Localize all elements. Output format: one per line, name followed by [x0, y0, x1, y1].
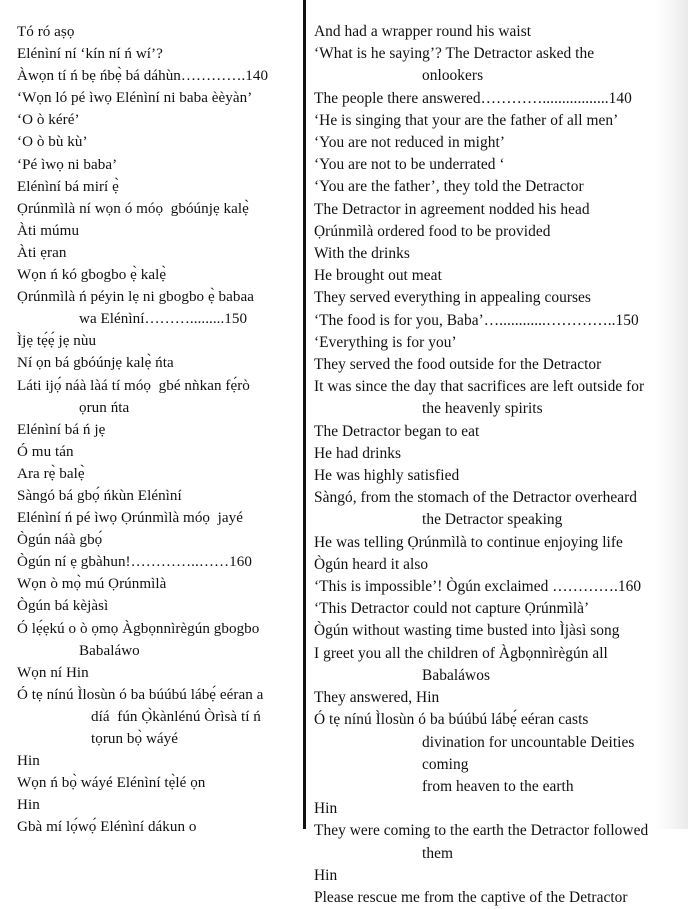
english-line: The Detractor in agreement nodded his head [314, 200, 590, 218]
english-line: And had a wrapper round his waist [314, 23, 532, 40]
english-line: them [422, 844, 453, 862]
yoruba-line: Láti ijọ́ náà làá tí móọ gbé nǹkan fẹ́rò [17, 377, 250, 394]
yoruba-line: Tó ró aṣọ [17, 24, 75, 40]
english-line: ‘You are the father’, they told the Detractor [314, 178, 584, 196]
english-line: ‘This is impossible’! Ògún exclaimed ………….160 [314, 578, 642, 596]
english-line: They served everything in appealing courses [314, 289, 591, 307]
english-line: Sàngó, from the stomach of the Detractor overheard [314, 489, 638, 507]
yoruba-line: ‘Pé ìwọ ni baba’ [17, 156, 118, 173]
english-line: I greet you all the children of Àgbọnnìrègún all [314, 644, 608, 662]
yoruba-line: Ó mu tán [17, 443, 74, 460]
english-line: ‘What is he saying’? The Detractor asked the [314, 45, 595, 63]
english-line: Hin [314, 866, 338, 884]
yoruba-line: Ìjẹ tẹ́ẹ́ jẹ nùu [17, 333, 97, 350]
yoruba-line: Ó tẹ nínú Ìlosùn ó ba búúbú lábẹ́ eéran a [17, 686, 264, 703]
english-line: ‘He is singing that your are the father of all men’ [314, 111, 619, 129]
english-line: With the drinks [314, 245, 410, 263]
right-column-english-text [306, 0, 688, 909]
english-line: The people there answered………….................140 [314, 89, 632, 107]
english-line: divination for uncountable Deities coming [422, 733, 643, 773]
yoruba-line: Wọn ò mọ̀ mú Ọrúnmìlà [17, 576, 167, 593]
english-line: They were coming to the earth the Detractor followed [314, 822, 649, 840]
english-line: He brought out meat [314, 267, 442, 285]
yoruba-line: ‘Wọn ló pé ìwọ Elénìní ni baba èèyàn’ [17, 90, 253, 107]
english-line: the Detractor speaking [422, 511, 563, 529]
yoruba-line: Àti múmu [17, 222, 80, 239]
english-line: Please rescue me from the captive of the Detractor [314, 888, 628, 906]
yoruba-line: ọrun ńta [79, 399, 130, 416]
yoruba-line: wa Elénìní……….........150 [79, 311, 248, 328]
yoruba-line: Ọrúnmìlà ń péyin lẹ ni gbogbo ẹ̀ babaa [17, 289, 254, 306]
english-line: ‘Everything is for you’ [314, 333, 457, 351]
yoruba-line: Elénìní bá mirí ẹ̀ [17, 178, 119, 195]
yoruba-line: Wọn ní Hin [17, 664, 89, 681]
english-line: He was highly satisfied [314, 467, 460, 485]
english-line: Ọrúnmìlà ordered food to be provided [314, 222, 551, 240]
yoruba-line: Elénìní ń pé ìwọ Ọrúnmìlà móọ jayé [17, 510, 244, 527]
yoruba-line: Wọn ń kó gbogbo ẹ̀ kalẹ̀ [17, 267, 167, 284]
yoruba-line: Ní ọn bá gbóúnjẹ kalẹ̀ ńta [17, 355, 174, 372]
yoruba-line: Ògún ní ẹ gbàhun!…………..……160 [17, 554, 252, 571]
yoruba-line: tọrun bọ̀ wáyé [91, 731, 178, 747]
english-line: Ògún without wasting time busted into Ìjàsì song [314, 622, 620, 640]
yoruba-line: ‘O ò bù kù’ [17, 134, 88, 151]
yoruba-line: Elénìní ní ‘kín ní ń wí’? [17, 46, 163, 63]
english-line: ‘This Detractor could not capture Ọrúnmìlà’ [314, 600, 590, 618]
english-line: He had drinks [314, 444, 401, 462]
english-line: ‘You are not reduced in might’ [314, 134, 505, 152]
english-line: ‘You are not to be underrated ‘ [314, 156, 505, 174]
english-line: Ó tẹ nínú Ìlosùn ó ba búúbú lábẹ́ eéran casts [314, 711, 589, 729]
yoruba-line: Elénìní bá ń jẹ [17, 421, 106, 438]
yoruba-line: Ó lẹ́ẹkú o ò ọmọ Àgbọnnìrègún gbogbo [17, 620, 260, 637]
english-line: It was since the day that sacrifices are left outside for [314, 378, 645, 396]
yoruba-line: Babaláwo [79, 642, 140, 659]
left-column-yoruba-text [0, 0, 303, 838]
english-line: Hin [314, 800, 338, 818]
yoruba-line: Sàngó bá gbọ́ ńkùn Elénìní [17, 487, 182, 504]
yoruba-line: Hin [17, 797, 40, 814]
english-line: onlookers [422, 67, 484, 85]
english-line: He was telling Ọrúnmìlà to continue enjoying life [314, 533, 623, 551]
english-line: Babaláwos [422, 666, 490, 684]
yoruba-line: Hin [17, 753, 40, 770]
yoruba-line: ‘O ò kéré’ [17, 112, 80, 129]
yoruba-line: Ògún náà gbọ́ [17, 532, 103, 549]
yoruba-line: Ara rẹ̀ balẹ̀ [17, 465, 85, 482]
english-line: They served the food outside for the Detractor [314, 356, 602, 374]
english-line: They answered, Hin [314, 689, 440, 707]
english-line: from heaven to the earth [422, 777, 574, 795]
yoruba-line: díá fún Ọ̀kànlénú Òrìsà tí ń [91, 708, 261, 725]
yoruba-line: Àwọn tí ń bẹ ńbẹ̀ bá dáhùn………….140 [17, 68, 269, 85]
english-line: Ògún heard it also [314, 555, 429, 573]
yoruba-line: Wọn ń bọ̀ wáyé Elénìní tẹ̀lé ọn [17, 775, 206, 792]
english-line: ‘The food is for you, Baba’…............…………..150 [314, 311, 639, 329]
yoruba-line: Ògún bá kèjàsì [17, 598, 109, 615]
yoruba-line: Àti ẹran [17, 244, 67, 261]
english-line: The Detractor began to eat [314, 422, 480, 440]
yoruba-line: Ọrúnmìlà ní wọn ó móọ gbóúnjẹ kalẹ̀ [17, 200, 249, 217]
yoruba-line: Gbà mí lọ́wọ́ Elénìní dákun o [17, 819, 197, 836]
english-line: the heavenly spirits [422, 400, 543, 418]
